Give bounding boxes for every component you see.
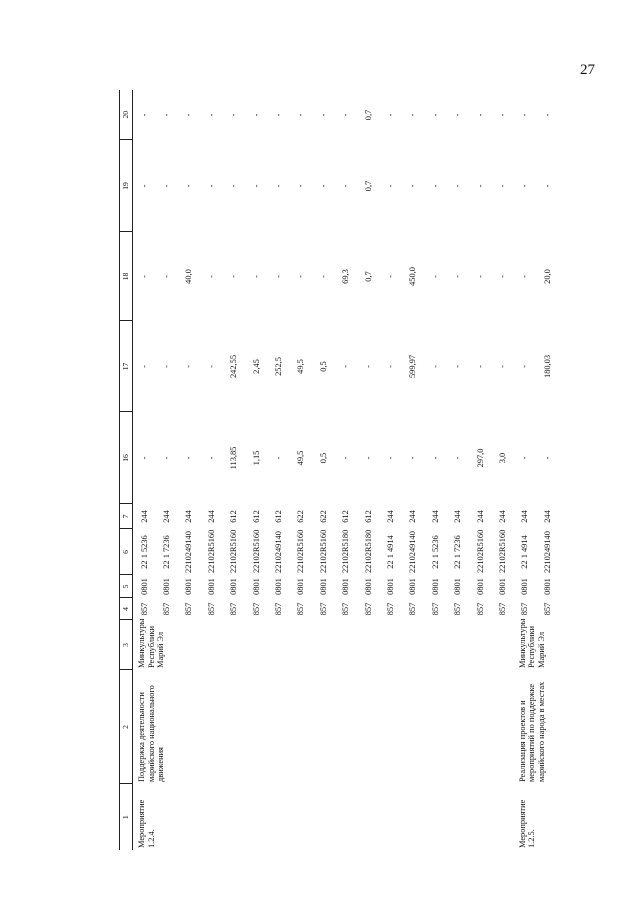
table-cell: 113,85 [229, 446, 239, 470]
table-cell: 0801 [139, 578, 149, 595]
table-cell: - [497, 275, 507, 278]
table-cell: 242,55 [229, 354, 239, 379]
table-cell: 2210249140 [184, 531, 194, 573]
table-cell: 622 [318, 510, 328, 523]
header-cell: 19 [120, 140, 133, 232]
table-cell: 22102R5160 [296, 529, 306, 573]
table-cell: - [542, 184, 552, 188]
table-cell: - [520, 456, 530, 460]
table-cell: 857 [408, 602, 418, 616]
table-row [133, 90, 156, 850]
table-cell: - [453, 456, 463, 460]
table-cell: 2,45 [251, 359, 261, 374]
table-cell: 22 1 7236 [453, 535, 463, 569]
table-cell: 2210249140 [274, 531, 284, 573]
table-cell: - [206, 365, 216, 368]
table-cell: 22102R5160 [318, 529, 328, 573]
table-cell: - [542, 456, 552, 460]
table-cell: - [385, 113, 395, 117]
table-cell: - [139, 456, 149, 460]
table-cell: - [206, 184, 216, 188]
table-cell: - [139, 365, 149, 368]
table-cell: 180,03 [542, 354, 552, 379]
table-cell: 22 1 4914 [385, 535, 395, 569]
table-row [514, 90, 536, 850]
table-cell: 857 [296, 602, 306, 616]
table-row [379, 90, 401, 850]
table-cell: - [475, 113, 485, 117]
table-cell: - [162, 184, 172, 188]
table-cell: - [520, 113, 530, 117]
table-cell: - [162, 275, 172, 278]
table-cell: - [229, 275, 239, 278]
table-cell: - [251, 113, 261, 117]
table-cell: - [542, 113, 552, 117]
table-cell: - [162, 456, 172, 460]
table-cell: - [520, 184, 530, 188]
activity-name: Мероприятие 1.2.4. [137, 799, 156, 848]
table-cell: - [408, 456, 418, 460]
table-cell: - [363, 456, 373, 460]
table-cell: 0801 [430, 578, 440, 595]
table-cell: - [408, 113, 418, 117]
table-cell: 857 [363, 602, 373, 616]
table-cell: 49,5 [296, 359, 306, 374]
table-cell: 22102R5160 [497, 529, 507, 573]
table-cell: - [520, 275, 530, 278]
table-cell: - [162, 113, 172, 117]
table-cell: - [520, 365, 530, 368]
table-cell: 0801 [385, 578, 395, 595]
table-cell: 0801 [318, 578, 328, 595]
table-cell: 297,0 [475, 448, 485, 468]
activity-description [379, 670, 513, 784]
table-cell: 857 [520, 602, 530, 616]
table-cell: 0,5 [318, 361, 328, 372]
table-cell: - [296, 113, 306, 117]
table-cell: 0801 [162, 578, 172, 595]
table-cell: - [430, 275, 440, 278]
table-cell: 0801 [206, 578, 216, 595]
table-cell: 0,5 [318, 452, 328, 464]
table-cell: - [139, 275, 149, 278]
executor: Минкультуры Республики Марий Эл [137, 618, 165, 668]
table-cell: 244 [206, 510, 216, 523]
rotated-table-wrapper [119, 90, 569, 850]
table-cell: - [385, 365, 395, 368]
table-cell: 857 [251, 602, 261, 616]
table-cell: 22102R5160 [206, 529, 216, 573]
activity-description: Поддержка деятельности марийского национального движения [137, 685, 165, 782]
table-cell: 612 [229, 510, 239, 523]
table-cell: - [363, 365, 373, 368]
table-cell: - [385, 275, 395, 278]
table-cell: - [206, 275, 216, 278]
table-cell: 857 [274, 602, 284, 616]
table-cell: 622 [296, 510, 306, 523]
table-cell: 0801 [184, 578, 194, 595]
table-cell: 857 [139, 602, 149, 616]
header-cell: 18 [120, 232, 133, 321]
table-cell: - [475, 275, 485, 278]
table-cell: - [139, 184, 149, 188]
table-cell: 857 [497, 602, 507, 616]
table-cell: 857 [475, 602, 485, 616]
table-cell: 22102R5180 [363, 529, 373, 573]
table-cell: 22102R5160 [475, 529, 485, 573]
table-cell: 0801 [520, 578, 530, 595]
header-cell: 20 [120, 90, 133, 140]
table-cell: 0801 [542, 578, 552, 595]
budget-table [119, 90, 558, 850]
table-cell: 49,5 [296, 450, 306, 466]
table-cell: - [430, 113, 440, 117]
table-cell: - [274, 113, 284, 117]
table-cell: 857 [229, 602, 239, 616]
table-cell: 244 [453, 510, 463, 523]
table-cell: 612 [251, 510, 261, 523]
executor: Минкультуры Республики Марий Эл [517, 618, 546, 668]
table-cell: 612 [341, 510, 351, 523]
table-cell: 244 [475, 510, 485, 523]
header-cell: 1 [120, 784, 133, 850]
table-cell: - [274, 184, 284, 188]
table-cell: - [274, 275, 284, 278]
table-cell: 244 [162, 510, 172, 523]
table-cell: - [184, 113, 194, 117]
page-number: 27 [580, 62, 595, 78]
header-row [120, 90, 133, 850]
table-cell: - [341, 113, 351, 117]
table-cell: 0801 [453, 578, 463, 595]
table-cell: 0801 [475, 578, 485, 595]
activity-name: Мероприятие 1.2.5. [517, 799, 537, 848]
table-cell: - [497, 184, 507, 188]
activity-description: Реализация проектов и мероприятий по поддержке марийского народа в местах [517, 681, 546, 782]
table-cell: 22 1 4914 [520, 535, 530, 569]
table-cell: 857 [385, 602, 395, 616]
table-cell: 20,0 [542, 269, 552, 284]
table-cell: - [229, 113, 239, 117]
table-cell: 612 [274, 510, 284, 523]
table-cell: - [430, 365, 440, 368]
activity-name [379, 784, 513, 850]
table-cell: - [341, 365, 351, 368]
table-cell: - [385, 456, 395, 460]
table-cell: 22 1 7236 [162, 535, 172, 569]
table-cell: 244 [184, 510, 194, 523]
table-cell: 0,7 [363, 271, 373, 282]
table-cell: 40,0 [184, 269, 194, 284]
header-cell: 7 [120, 504, 133, 529]
table-cell: - [184, 456, 194, 460]
table-cell: - [206, 456, 216, 460]
executor [379, 620, 513, 670]
table-cell: - [453, 113, 463, 117]
table-cell: - [184, 184, 194, 188]
table-cell: - [341, 456, 351, 460]
table-cell: 0,7 [363, 109, 373, 121]
table-cell: - [453, 365, 463, 368]
table-cell: 22 1 5236 [139, 535, 149, 569]
table-cell: 244 [408, 510, 418, 523]
table-cell: 857 [184, 602, 194, 616]
table-cell: 22102R5180 [341, 529, 351, 573]
table-cell: - [296, 275, 306, 278]
header-cell: 16 [120, 412, 133, 504]
table-cell: - [229, 184, 239, 188]
table-cell: - [385, 184, 395, 188]
table-cell: 22102R5160 [229, 529, 239, 573]
table-cell: - [318, 184, 328, 188]
table-cell: - [430, 184, 440, 188]
table-cell: 0801 [229, 578, 239, 595]
table-cell: - [251, 184, 261, 188]
table-cell: - [430, 456, 440, 460]
table-cell: - [341, 184, 351, 188]
table-cell: 244 [430, 510, 440, 523]
table-cell: 0801 [341, 578, 351, 595]
table-cell: 22102R5160 [251, 529, 261, 573]
table-cell: - [318, 113, 328, 117]
table-cell: - [162, 365, 172, 368]
header-cell: 17 [120, 321, 133, 412]
table-cell: 857 [341, 602, 351, 616]
table-cell: - [408, 184, 418, 188]
table-cell: - [453, 184, 463, 188]
table-cell: 450,0 [408, 267, 418, 286]
table-cell: 857 [453, 602, 463, 616]
table-cell: 244 [385, 510, 395, 523]
table-cell: 252,5 [274, 357, 284, 376]
table-cell: - [453, 275, 463, 278]
table-cell: 599,97 [408, 354, 418, 379]
table-cell: - [251, 275, 261, 278]
table-cell: 0,7 [363, 180, 373, 192]
table-cell: 244 [520, 510, 530, 523]
table-cell: 3,0 [497, 452, 507, 464]
table-cell: 857 [206, 602, 216, 616]
table-cell: 22 1 5236 [430, 535, 440, 569]
table-cell: - [497, 113, 507, 117]
table-cell: - [475, 184, 485, 188]
table-cell: 244 [542, 510, 552, 523]
table-cell: - [184, 365, 194, 368]
table-cell: 857 [162, 602, 172, 616]
header-cell: 4 [120, 598, 133, 620]
table-cell: 857 [430, 602, 440, 616]
table-cell: - [206, 113, 216, 117]
table-cell: 2210249140 [542, 531, 552, 573]
table-cell: 0801 [296, 578, 306, 595]
table-cell: 1,15 [251, 450, 261, 466]
table-cell: 69,3 [341, 269, 351, 284]
table-cell: - [296, 184, 306, 188]
table-cell: 612 [363, 510, 373, 523]
table-cell: 244 [497, 510, 507, 523]
table-cell: 0801 [497, 578, 507, 595]
table-cell: - [318, 275, 328, 278]
header-cell: 5 [120, 575, 133, 598]
table-cell: - [497, 365, 507, 368]
table-cell: 857 [318, 602, 328, 616]
header-cell: 6 [120, 529, 133, 575]
table-cell: 0801 [251, 578, 261, 595]
table-cell: - [139, 113, 149, 117]
table-cell: 2210249140 [408, 531, 418, 573]
table-cell: 0801 [363, 578, 373, 595]
table-cell: - [274, 456, 284, 460]
table-cell: 857 [542, 602, 552, 616]
table-cell: 0801 [408, 578, 418, 595]
header-cell: 2 [120, 670, 133, 784]
header-cell: 3 [120, 620, 133, 670]
table-cell: 244 [139, 510, 149, 523]
table-cell: - [475, 365, 485, 368]
table-body [133, 90, 559, 850]
table-cell: 0801 [274, 578, 284, 595]
